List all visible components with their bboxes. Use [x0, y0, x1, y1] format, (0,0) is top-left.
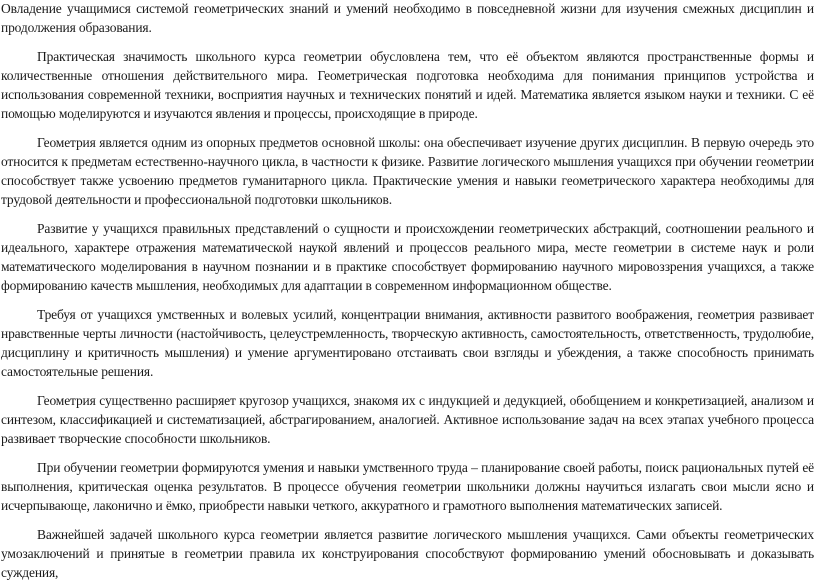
paragraph-8: Важнейшей задачей школьного курса геометрии является развитие логического мышления учащихся. Сами объекты геометрических умозаключений и принятые в геометрии правила их конструирования способствуют формированию умений обосновывать и доказывать суждения,: [1, 527, 814, 580]
paragraph-1: Овладение учащимися системой геометрических знаний и умений необходимо в повседневной жизни для изучения смежных дисциплин и продолжения образования.: [1, 1, 814, 35]
paragraph-3: Геометрия является одним из опорных предметов основной школы: она обеспечивает изучение других дисциплин. В первую очередь это относится к предметам естественно-научного цикла, в частности к физике. Развитие логического мышления учащихся при обучении геометрии способствует также усвоению предметов гуманитарного цикла. Практические умения и навыки геометрического характера необходимы для трудовой деятельности и профессиональной подготовки школьников.: [1, 135, 814, 207]
paragraph-6: Геометрия существенно расширяет кругозор учащихся, знакомя их с индукцией и дедукцией, обобщением и конкретизацией, анализом и синтезом, классификацией и систематизацией, абстрагированием, аналогией. Активное использование задач на всех этапах учебного процесса развивает творческие способности школьников.: [1, 393, 814, 446]
paragraph-7: При обучении геометрии формируются умения и навыки умственного труда – планирование своей работы, поиск рациональных путей её выполнения, критическая оценка результатов. В процессе обучения геометрии школьники должны научиться излагать свои мысли ясно и исчерпывающе, лаконично и ёмко, приобрести навыки четкого, аккуратного и грамотного выполнения математических записей.: [1, 460, 814, 513]
paragraph-5: Требуя от учащихся умственных и волевых усилий, концентрации внимания, активности развитого воображения, геометрия развивает нравственные черты личности (настойчивость, целеустремленность, творческую активность, самостоятельность, ответственность, трудолюбие, дисциплину и критичность мышления) и умение аргументировано отстаивать свои взгляды и убеждения, а также способность принимать самостоятельные решения.: [1, 307, 814, 379]
paragraph-4: Развитие у учащихся правильных представлений о сущности и происхождении геометрических абстракций, соотношении реального и идеального, характере отражения математической наукой явлений и процессов реального мира, месте геометрии в системе наук и роли математического моделирования в научном познании и в практике способствует формированию научного мировоззрения учащихся, а также формированию качеств мышления, необходимых для адаптации в современном информационном обществе.: [1, 221, 814, 293]
paragraph-2: Практическая значимость школьного курса геометрии обусловлена тем, что её объектом являются пространственные формы и количественные отношения действительного мира. Геометрическая подготовка необходима для понимания принципов устройства и использования современной техники, восприятия научных и технических понятий и идей. Математика является языком науки и техники. С её помощью моделируются и изучаются явления и процессы, происходящие в природе.: [1, 49, 814, 121]
